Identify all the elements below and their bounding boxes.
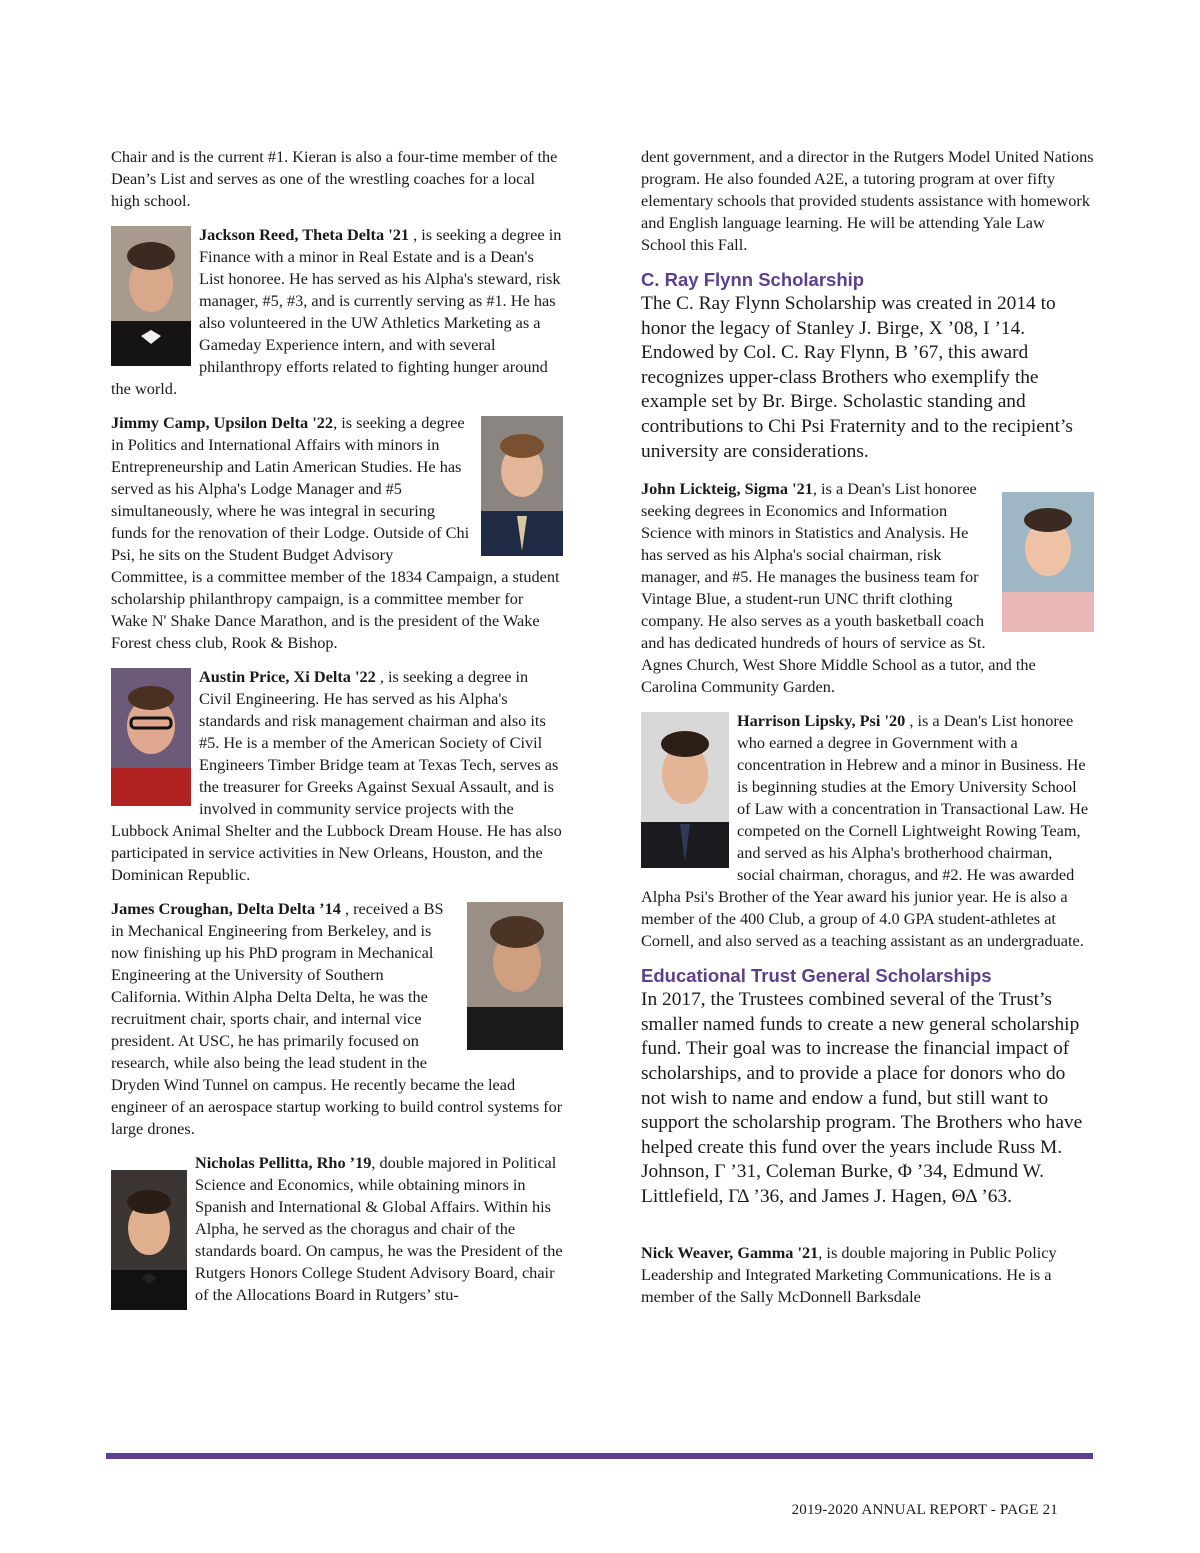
- profile-bio: , is seeking a degree in Finance with a minor in Real Estate and is a Dean's List honoree. He has served as his Alpha's steward, risk manager, #5, #3, and is currently serving as #1. He has also volunteered in the UW Athletics Marketing as a Gameday Experience intern, and with several philanthropy efforts related to fighting hunger around the world.: [111, 225, 562, 398]
- profile-name: James Croughan, Delta Delta ’14: [111, 899, 341, 918]
- profile-nick-weaver: [641, 1242, 1094, 1308]
- portrait-photo: [481, 416, 563, 556]
- portrait-photo: [1002, 492, 1094, 632]
- footer-divider: [106, 1453, 1093, 1459]
- profile-name: Nicholas Pellitta, Rho ’19: [195, 1153, 372, 1172]
- flynn-scholarship-description: The C. Ray Flynn Scholarship was created in 2014 to honor the legacy of Stanley J. Birge, X ’08, I ’14. Endowed by Col. C. Ray Flynn, B ’67, this award recognizes upper-class Brothers who exemplify the example set by Br. Birge. Scholastic standing and contributions to Chi Psi Fraternity and to the recipient’s university are considerations.: [641, 293, 1073, 462]
- profile-name: John Lickteig, Sigma '21: [641, 479, 813, 499]
- profile-john-lickteig: [641, 478, 1094, 698]
- portrait-photo: [111, 1170, 187, 1310]
- portrait-photo: [111, 668, 191, 806]
- profile-bio: , is double majoring in Public Policy Leadership and Integrated Marketing Communications. He is a member of the Sally McDonnell Barksdale: [641, 1242, 1057, 1306]
- flynn-scholarship-heading: C. Ray Flynn Scholarship: [641, 269, 865, 290]
- left-column: [111, 146, 563, 1318]
- profile-nicholas-pellitta: [111, 1152, 563, 1306]
- portrait-photo: [467, 902, 563, 1050]
- continuation-text: Chair and is the current #1. Kieran is also a four-time member of the Dean’s List and serves as one of the wrestling coaches for a local high school.: [111, 147, 558, 210]
- right-column: [641, 146, 1094, 1320]
- profile-jackson-reed: [111, 224, 563, 400]
- general-scholarships-heading: Educational Trust General Scholarships: [641, 965, 992, 987]
- profile-james-croughan: [111, 898, 563, 1140]
- profile-name: Harrison Lipsky, Psi '20: [737, 711, 906, 731]
- profile-name: Jimmy Camp, Upsilon Delta '22: [111, 413, 334, 432]
- profile-austin-price: [111, 666, 563, 886]
- profile-bio: , is seeking a degree in Politics and International Affairs with minors in Entrepreneurship and Latin American Studies. He has served as his Alpha's Lodge Manager and #5 simultaneously, where he was integral in securing funds for the renovation of their Lodge. Outside of Chi Psi, he sits on the Student Budget Advisory Committee, is a committee member of the 1834 Campaign, a student scholarship philanthropy campaign, is a committee member for Wake N' Shake Dance Marathon, and is the president of the Wake Forest chess club, Rook & Bishop.: [111, 413, 560, 652]
- profile-bio: , received a BS in Mechanical Engineering from Berkeley, and is now finishing up his PhD program in Mechanical Engineering at the University of Southern California. Within Alpha Delta Delta, he was the recruitment chair, sports chair, and internal vice president. At USC, he has primarily focused on research, while also being the lead student in the Dryden Wind Tunnel on campus. He recently became the lead engineer of an aerospace startup working to build control systems for large drones.: [111, 899, 563, 1138]
- profile-harrison-lipsky: [641, 710, 1094, 952]
- profile-bio: , is a Dean's List honoree who earned a degree in Government with a concentration in Hebrew and a minor in Business. He is beginning studies at the Emory University School of Law with a concentration in Transactional Law. He competed on the Cornell Lightweight Rowing Team, and served as his Alpha's brotherhood chairman, social chairman, choragus, and #2. He was awarded Alpha Psi's Brother of the Year award his junior year. He is also a member of the 400 Club, a group of 4.0 GPA student-athletes at Cornell, and also served as a teaching assistant as an undergraduate.: [641, 711, 1089, 951]
- profile-jimmy-camp: [111, 412, 563, 654]
- profile-name: Nick Weaver, Gamma '21: [641, 1242, 819, 1262]
- general-scholarships-description: In 2017, the Trustees combined several of the Trust’s smaller named funds to create a new general scholarship fund. Their goal was to increase the financial impact of scholarships, and to provide a place for donors who do not wish to name and endow a fund, but still want to support the scholarship program. The Brothers who have helped create this fund over the years include Russ M. Johnson, Γ ’31, Coleman Burke, Φ ’34, Edmund W. Littlefield, ΓΔ ’36, and James J. Hagen, ΘΔ ’63.: [641, 989, 1083, 1207]
- portrait-photo: [641, 712, 729, 868]
- page-footer: 2019-2020 ANNUAL REPORT - PAGE 21: [791, 1502, 1058, 1518]
- profile-bio: , is seeking a degree in Civil Engineering. He has served as his Alpha's standards and risk management chairman and also its #5. He is a member of the American Society of Civil Engineers Timber Bridge team at Texas Tech, serves as the treasurer for Greeks Against Sexual Assault, and is involved in community service projects with the Lubbock Animal Shelter and the Lubbock Dream House. He has also participated in service activities in New Orleans, Houston, and the Dominican Republic.: [111, 667, 562, 884]
- profile-name: Austin Price, Xi Delta '22: [199, 667, 376, 686]
- continuation-text: dent government, and a director in the Rutgers Model United Nations program. He also founded A2E, a tutoring program at over fifty elementary schools that provided students assistance with homework and English language learning. He will be attending Yale Law School this Fall.: [641, 147, 1094, 254]
- portrait-photo: [111, 226, 191, 366]
- profile-bio: , double majored in Political Science and Economics, while obtaining minors in Spanish and International & Global Affairs. Within his Alpha, he served as the choragus and chair of the standards board. On campus, he was the President of the Rutgers Honors College Student Advisory Board, chair of the Allocations Board in Rutgers’ stu-: [195, 1153, 563, 1304]
- profile-bio: , is a Dean's List honoree seeking degrees in Economics and Information Science with minors in Statistics and Analysis. He has served as his Alpha's social chairman, risk manager, and #5. He manages the business team for Vintage Blue, a student-run UNC thrift clothing company. He also serves as a youth basketball coach and has dedicated hundreds of hours of service as St. Agnes Church, West Shore Middle School as a tutor, and the Carolina Community Garden.: [641, 479, 1036, 697]
- profile-name: Jackson Reed, Theta Delta '21: [199, 225, 409, 244]
